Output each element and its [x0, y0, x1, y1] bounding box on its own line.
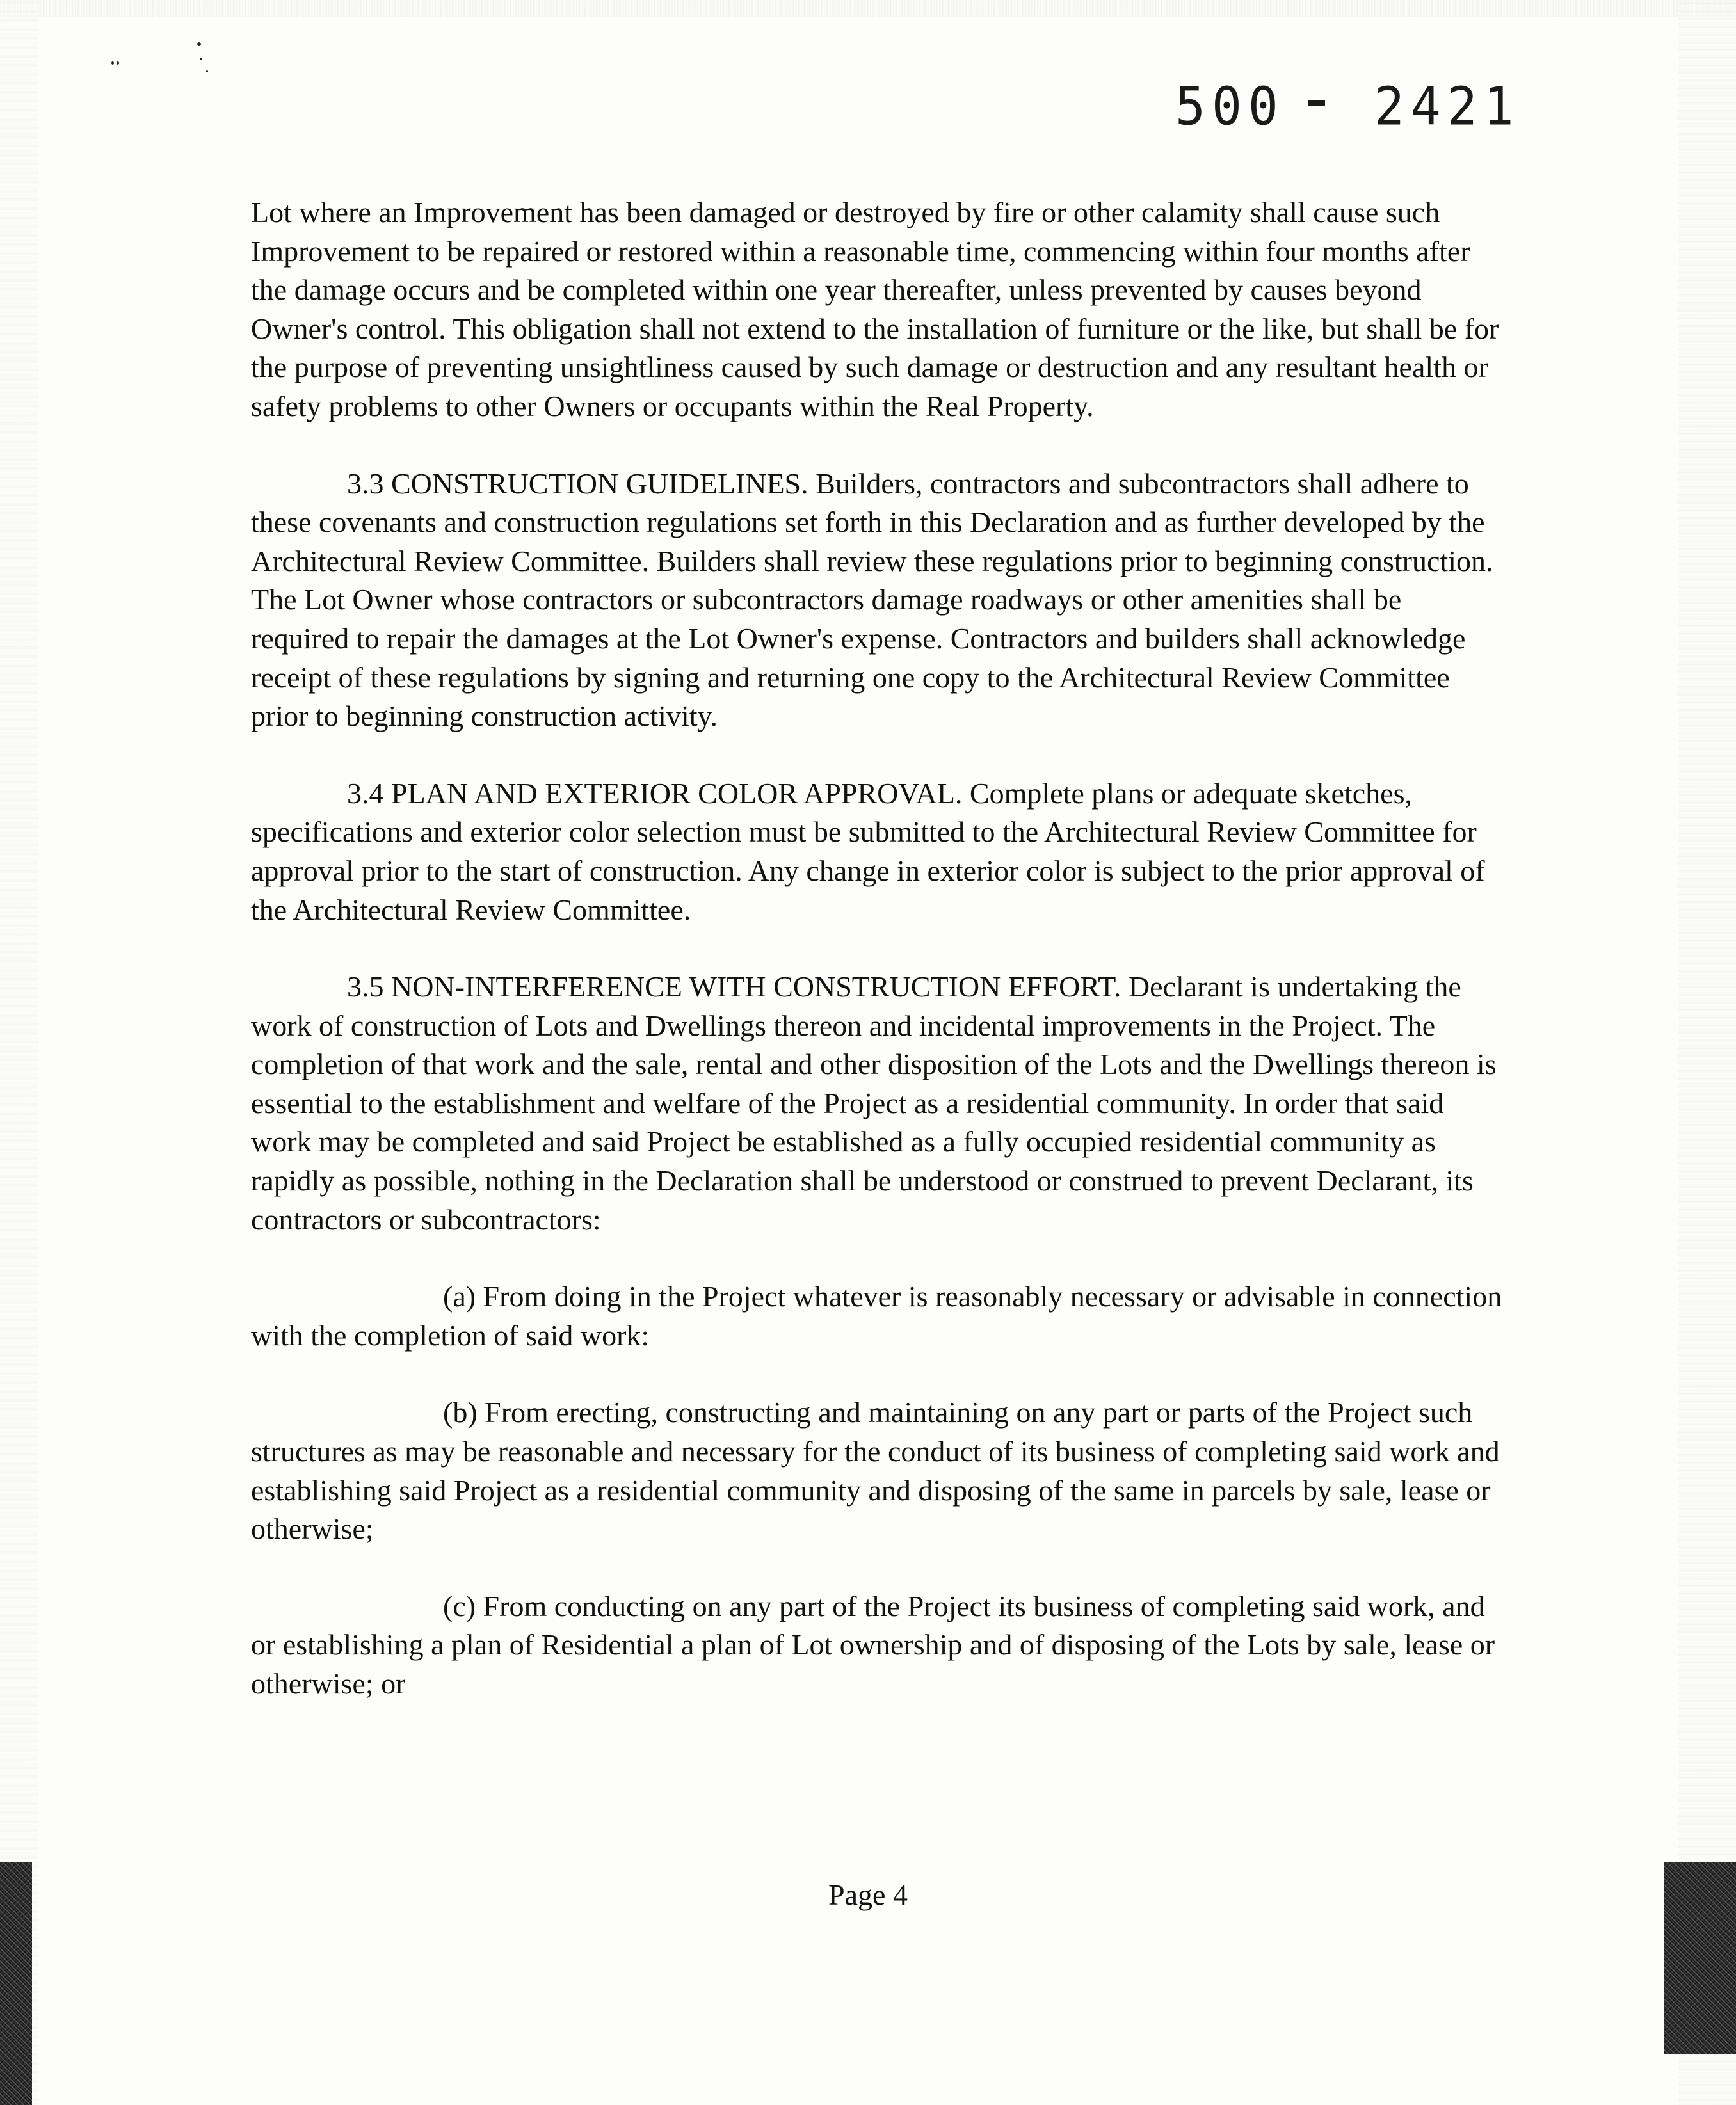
scan-noise-right — [1678, 0, 1736, 2105]
section-3-4-plan-exterior-color-approval: 3.4 PLAN AND EXTERIOR COLOR APPROVAL. Complete plans or adequate sketches, specifications and exterior color selection must be submitted to the Architectural Review Committee for approval prior to the start of construction. Any change in exterior color is subject to the prior approval of the Architectural Review Committee. — [251, 776, 1485, 926]
scan-edge-mark-right — [1664, 1862, 1736, 2054]
subsection-a: (a) From doing in the Project whatever is reasonably necessary or advisable in connection with the completion of said work: — [251, 1280, 1502, 1352]
stray-mark — [200, 58, 202, 60]
stamp-book-number: 500 — [1175, 76, 1285, 138]
stray-mark — [206, 70, 208, 72]
stamp-dash — [1308, 100, 1325, 106]
stray-mark — [111, 61, 114, 65]
stray-mark — [197, 42, 201, 46]
scan-noise-top — [0, 0, 1736, 17]
page-footer — [0, 1878, 1736, 1912]
subsection-c: (c) From conducting on any part of the Project its business of completing said work, and or establishing a plan of Residential a plan of Lot ownership and of disposing of the Lots by sale, lease or otherwise; or — [251, 1589, 1495, 1700]
document-stamp-number — [1175, 77, 1520, 138]
section-3-5-non-interference: 3.5 NON-INTERFERENCE WITH CONSTRUCTION EFFORT. Declarant is undertaking the work of construction of Lots and Dwellings thereon and incidental improvements in the Project. The completion of that work and the sale, rental and other disposition of the Lots and the Dwellings thereon is essential to the establishment and welfare of the Project as a residential community. In order that said work may be completed and said Project be established as a fully occupied residential community as rapidly as possible, nothing in the Declaration shall be understood or construed to prevent Declarant, its contractors or subcontractors: — [251, 970, 1497, 1236]
stray-mark — [117, 61, 119, 65]
page-number: Page 4 — [828, 1878, 908, 1911]
stamp-page-number: 2421 — [1374, 76, 1520, 138]
paragraph-intro: Lot where an Improvement has been damaged or destroyed by fire or other calamity shall cause such Improvement to be repaired or restored within a reasonable time, commencing within four months after the damage occurs and be completed within one year thereafter, unless prevented by causes beyond Owner's control. This obligation shall not extend to the installation of furniture or the like, but shall be for the purpose of preventing unsightliness caused by such damage or destruction and any resultant health or safety problems to other Owners or occupants within the Real Property. — [251, 196, 1499, 422]
subsection-b: (b) From erecting, constructing and maintaining on any part or parts of the Project such structures as may be reasonable and necessary for the conduct of its business of completing said work and establishing said Project as a residential community and disposing of the same in parcels by sale, lease or otherwise; — [251, 1396, 1500, 1546]
section-3-3-construction-guidelines: 3.3 CONSTRUCTION GUIDELINES. Builders, contractors and subcontractors shall adhere to these covenants and construction regulations set forth in this Declaration and as further developed by the Architectural Review Committee. Builders shall review these regulations prior to beginning construction. The Lot Owner whose contractors or subcontractors damage roadways or other amenities shall be required to repair the damages at the Lot Owner's expense. Contractors and builders shall acknowledge receipt of these regulations by signing and returning one copy to the Architectural Review Committee prior to beginning construction activity. — [251, 467, 1493, 733]
scan-edge-mark-left — [0, 1862, 32, 2105]
scan-noise-left — [0, 0, 38, 2105]
document-body — [251, 193, 1506, 1704]
